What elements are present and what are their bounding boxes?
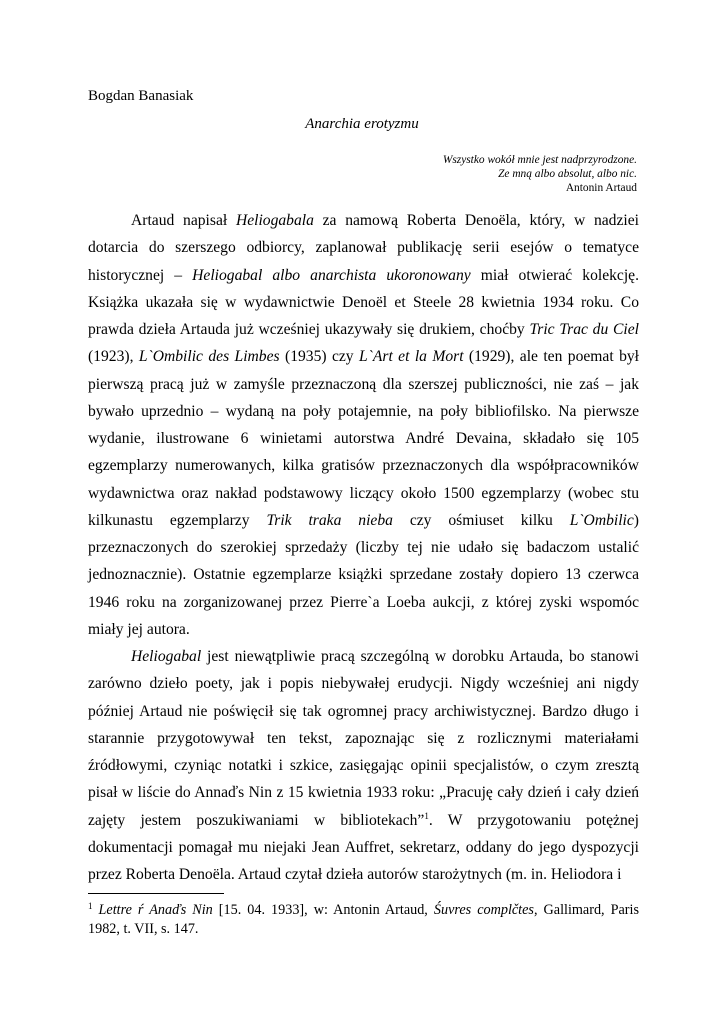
italic-title: Heliogabal albo anarchista ukoronowany	[192, 266, 471, 284]
italic-title: Tric Trac du Ciel	[529, 321, 639, 338]
text-run: czy ośmiuset kilku	[392, 511, 570, 529]
footnote-separator	[88, 893, 224, 894]
epigraph-line-1: Wszystko wokół mnie jest nadprzyrodzone.	[442, 154, 637, 166]
text-run: (1935) czy	[279, 348, 359, 366]
text-run: , Gallimard, Paris 1982, t. VII, s. 147.	[88, 902, 639, 937]
italic-title: L`Ombilic	[569, 511, 634, 529]
italic-title: Trik traka nieba	[266, 511, 393, 529]
italic-title: L`Art et la Mort	[359, 348, 464, 366]
epigraph-line-2: Ze mną albo absolut, albo nic.	[498, 168, 637, 180]
italic-title: Śuvres complčtes	[433, 902, 534, 918]
paragraph-1	[88, 207, 639, 643]
text-run: . W przygotowaniu potężnej dokumentacji pomagał mu niejaki Jean Auffret, sekretarz, oddany do jego dyspozycji przez Roberta Denoëla. Artaud czytał dzieła autorów starożytnych (m. in. Heliodora i	[88, 811, 639, 883]
footnote	[88, 901, 639, 938]
text-run: jest niewątpliwie pracą szczególną w dorobku Artauda, bo stanowi zarówno dzieło poety, jak i popis niebywałej erudycji. Nigdy wcześniej ani nigdy później Artaud nie poświęcił się tak ogromnej pracy archiwistycznej. Bardzo długo i starannie przygotowywał ten tekst, zapoznając się z rozlicznymi materiałami źródłowymi, czyniąc notatki i szkice, zasięgając opinii specjalistów, o czym zresztą pisał w liście do Annaďs Nin z 15 kwietnia 1933 roku: „Pracuję cały dzień i cały dzień zajęty jestem poszukiwaniami w bibliotekach”	[88, 648, 639, 829]
text-run: (1923),	[88, 348, 139, 366]
italic-title: Heliogabala	[235, 212, 314, 229]
footnote-number: 1	[88, 901, 93, 911]
paragraph-2	[88, 643, 639, 888]
text-run: ) przeznaczonych do szerokiej sprzedaży (liczby tej nie udało się badaczom ustalić jednoznacznie). Ostatnie egzemplarze książki sprzedane zostały dopiero 13 czerwca 1946 roku na zorganizowanej przez Pierre`a Loeba aukcji, z której zyski wspomóc miały jej autora.	[88, 511, 639, 638]
body-text	[88, 207, 639, 888]
italic-title: L`Ombilic des Limbes	[138, 348, 280, 366]
text-run: Artaud napisał	[131, 212, 236, 229]
epigraph-attribution: Antonin Artaud	[565, 182, 637, 194]
italic-title: Heliogabal	[131, 648, 202, 665]
epigraph	[443, 153, 637, 195]
essay-title: Anarchia erotyzmu	[305, 116, 419, 132]
text-run: (1929), ale ten poemat był pierwszą pracą już w zamyśle przeznaczoną dla szerszej publiczności, nie zaś – jak bywało uprzednio – wydaną na poły potajemnie, na poły bibliofilsko. Na pierwsze wydanie, ilustrowane 6 winietami autorstwa André Devaina, składało się 105 egzemplarzy numerowanych, kilka gratisów przeznaczonych dla współpracowników wydawnictwa oraz nakład podstawowy liczący około 1500 egzemplarzy (wobec stu kilkunastu egzemplarzy	[88, 348, 640, 529]
text-run: [15. 04. 1933], w: Antonin Artaud,	[212, 902, 434, 918]
italic-title: Lettre ŕ Anaďs Nin	[98, 902, 213, 918]
text-run: za namową Roberta Denoëla, który, w nadziei dotarcia do szerszego odbiorcy, zaplanował publikację serii esejów o tematyce historycznej –	[88, 212, 639, 284]
footnote-reference[interactable]: 1	[424, 810, 429, 821]
author-name: Bogdan Banasiak	[88, 88, 194, 104]
text-run: miał otwierać kolekcję. Książka ukazała się w wydawnictwie Denoël et Steele 28 kwietnia 1934 roku. Co prawda dzieła Artauda już wcześniej ukazywały się drukiem, choćby	[88, 266, 639, 338]
